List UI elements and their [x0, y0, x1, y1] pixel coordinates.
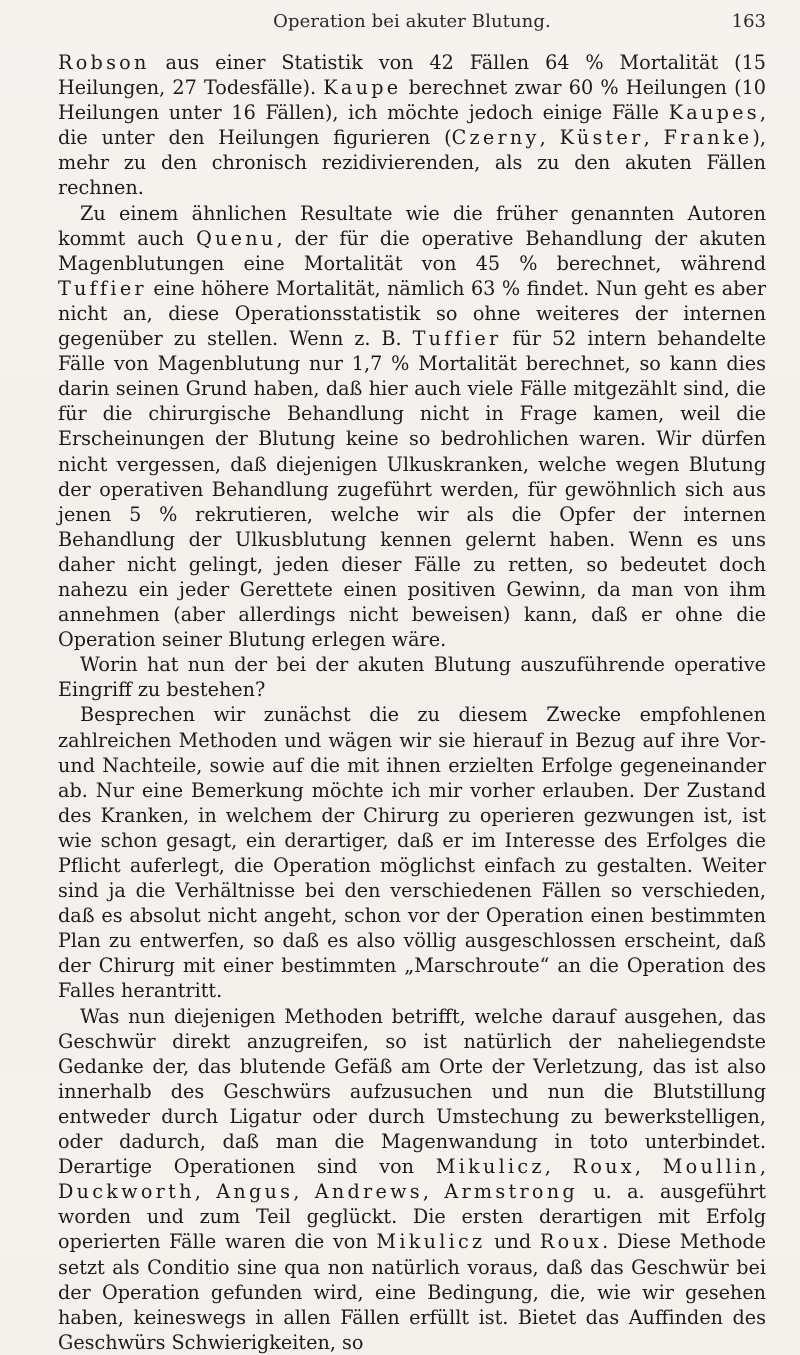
author-name: Andrews	[314, 1180, 423, 1204]
paragraph-methods	[58, 702, 766, 1003]
text-run: ,	[544, 1155, 573, 1179]
text-run: ,	[422, 1180, 445, 1204]
author-name: Duckworth	[58, 1180, 195, 1204]
text-run: berechnet zwar 60 % Heilungen (10 Heilungen unter 16 Fällen), ich möchte jedoch einige Fälle	[58, 76, 766, 125]
author-name: Czerny	[451, 126, 540, 150]
author-name: Mikulicz	[435, 1155, 545, 1179]
author-name: Robson	[58, 51, 150, 74]
author-name: Kaupe	[323, 76, 402, 100]
text-run: Zu einem ähnlichen Resultate wie die früher genannten Autoren kommt auch	[58, 201, 766, 250]
author-name: Küster	[559, 126, 644, 150]
author-name: Tuffier	[58, 276, 147, 300]
text-run: u. a. ausgeführt worden und zum Teil geglückt. Die ersten derartigen mit Erfolg operierten Fälle waren die von	[58, 1180, 767, 1254]
text-run: ,	[293, 1180, 315, 1204]
text-run: ,	[759, 1155, 766, 1179]
paragraph-question	[58, 652, 766, 702]
author-name: Roux	[539, 1230, 603, 1254]
author-name: Mikulicz	[376, 1230, 486, 1254]
text-run: und	[485, 1230, 540, 1254]
paragraph-quenu-tuffier	[58, 201, 766, 653]
text-run: ,	[634, 1155, 663, 1179]
text-run: aus einer Statistik von 42 Fällen 64 % Mortalität (15 Heilungen, 27 Todesfälle).	[58, 51, 766, 100]
author-name: Quenu	[196, 226, 277, 250]
author-name: Angus	[216, 1180, 294, 1204]
body-text	[58, 50, 766, 1355]
text-run: ,	[643, 126, 664, 150]
text-run: ,	[194, 1180, 217, 1204]
author-name: Kaupes	[668, 101, 760, 125]
text-run: ,	[539, 126, 560, 150]
running-title: Operation bei akuter Blutung.	[273, 11, 551, 32]
author-name: Roux	[572, 1155, 635, 1179]
text-run: Worin hat nun der bei der akuten Blutung auszuführende operative Eingriff zu bestehen?	[58, 653, 766, 702]
author-name: Moullin	[662, 1155, 760, 1179]
running-head	[58, 10, 766, 38]
text-run: , der für die operative Behandlung der akuten Magenblutungen eine Mortalität von 45 % berechnet, während	[58, 226, 766, 275]
text-run: für 52 intern behandelte Fälle von Magenblutung nur 1,7 % Mortalität berechnet, so kann dies darin seinen Grund haben, daß hier auch viele Fälle mitgezählt sind, die für die chirurgische Behandlung nicht in Frage kamen, weil die Erscheinungen der Blutung keine so bedrohlichen waren. Wir dürfen nicht vergessen, daß diejenigen Ulkuskranken, welche wegen Blutung der operativen Behandlung zugeführt werden, für gewöhnlich sich aus jenen 5 % rekrutieren, welche wir als die Opfer der internen Behandlung der Ulkusblutung kennen gelernt haben. Wenn es uns daher nicht gelingt, jeden dieser Fälle zu retten, so bedeutet doch nahezu ein jeder Gerettete einen positiven Gewinn, da man von ihm annehmen (aber allerdings nicht beweisen) kann, daß er ohne die Operation seiner Blutung erlegen wäre.	[58, 327, 766, 652]
text-run: ), mehr zu den chronisch rezidivierenden, als zu den akuten Fällen rechnen.	[58, 126, 767, 200]
text-run: Besprechen wir zunächst die zu diesem Zwecke empfohlenen zahlreichen Methoden und wägen wir sie hierauf in Bezug auf ihre Vor- und Nachteile, sowie auf die mit ihnen erzielten Erfolge gegeneinander ab. Nur eine Bemerkung möchte ich mir vorher erlauben. Der Zustand des Kranken, in welchem der Chirurg zu operieren gezwungen ist, ist wie schon gesagt, ein derartiger, daß er im Interesse des Erfolges die Pflicht auferlegt, die Operation möglichst einfach zu gestalten. Weiter sind ja die Verhältnisse bei den verschiedenen Fällen so verschieden, daß es absolut nicht angeht, schon vor der Operation einen bestimmten Plan zu entwerfen, so daß es also völlig ausgeschlossen erscheint, daß der Chirurg mit einer bestimmten „Marschroute“ an die Operation des Falles herantritt.	[58, 703, 766, 1003]
paragraph-direct-approach	[58, 1004, 766, 1355]
page-number: 163	[731, 11, 766, 32]
text-run: , die unter den Heilungen figurieren (	[58, 101, 766, 150]
paragraph-continuation	[58, 50, 766, 201]
author-name: Tuffier	[412, 327, 502, 351]
author-name: Franke	[663, 126, 753, 150]
text-run: . Diese Methode setzt als Conditio sine qua non natürlich voraus, daß das Geschwür bei der Operation gefunden wird, eine Bedingung, die, wie wir gesehen haben, keineswegs in allen Fällen erfüllt ist. Bietet das Auffinden des Geschwürs Schwierigkeiten, so	[58, 1230, 767, 1354]
text-run: eine höhere Mortalität, nämlich 63 % findet. Nun geht es aber nicht an, diese Operationsstatistik so ohne weiteres der internen gegenüber zu stellen. Wenn z. B.	[58, 276, 766, 351]
text-run: Was nun diejenigen Methoden betrifft, welche darauf ausgehen, das Geschwür direkt anzugreifen, so ist natürlich der naheliegendste Gedanke der, das blutende Gefäß am Orte der Verletzung, das ist also innerhalb des Geschwürs aufzusuchen und nun die Blutstillung entweder durch Ligatur oder durch Umstechung zu bewerkstelligen, oder dadurch, daß man die Magenwandung in toto unterbindet. Derartige Operationen sind von	[58, 1004, 766, 1179]
author-name: Armstrong	[444, 1180, 578, 1204]
